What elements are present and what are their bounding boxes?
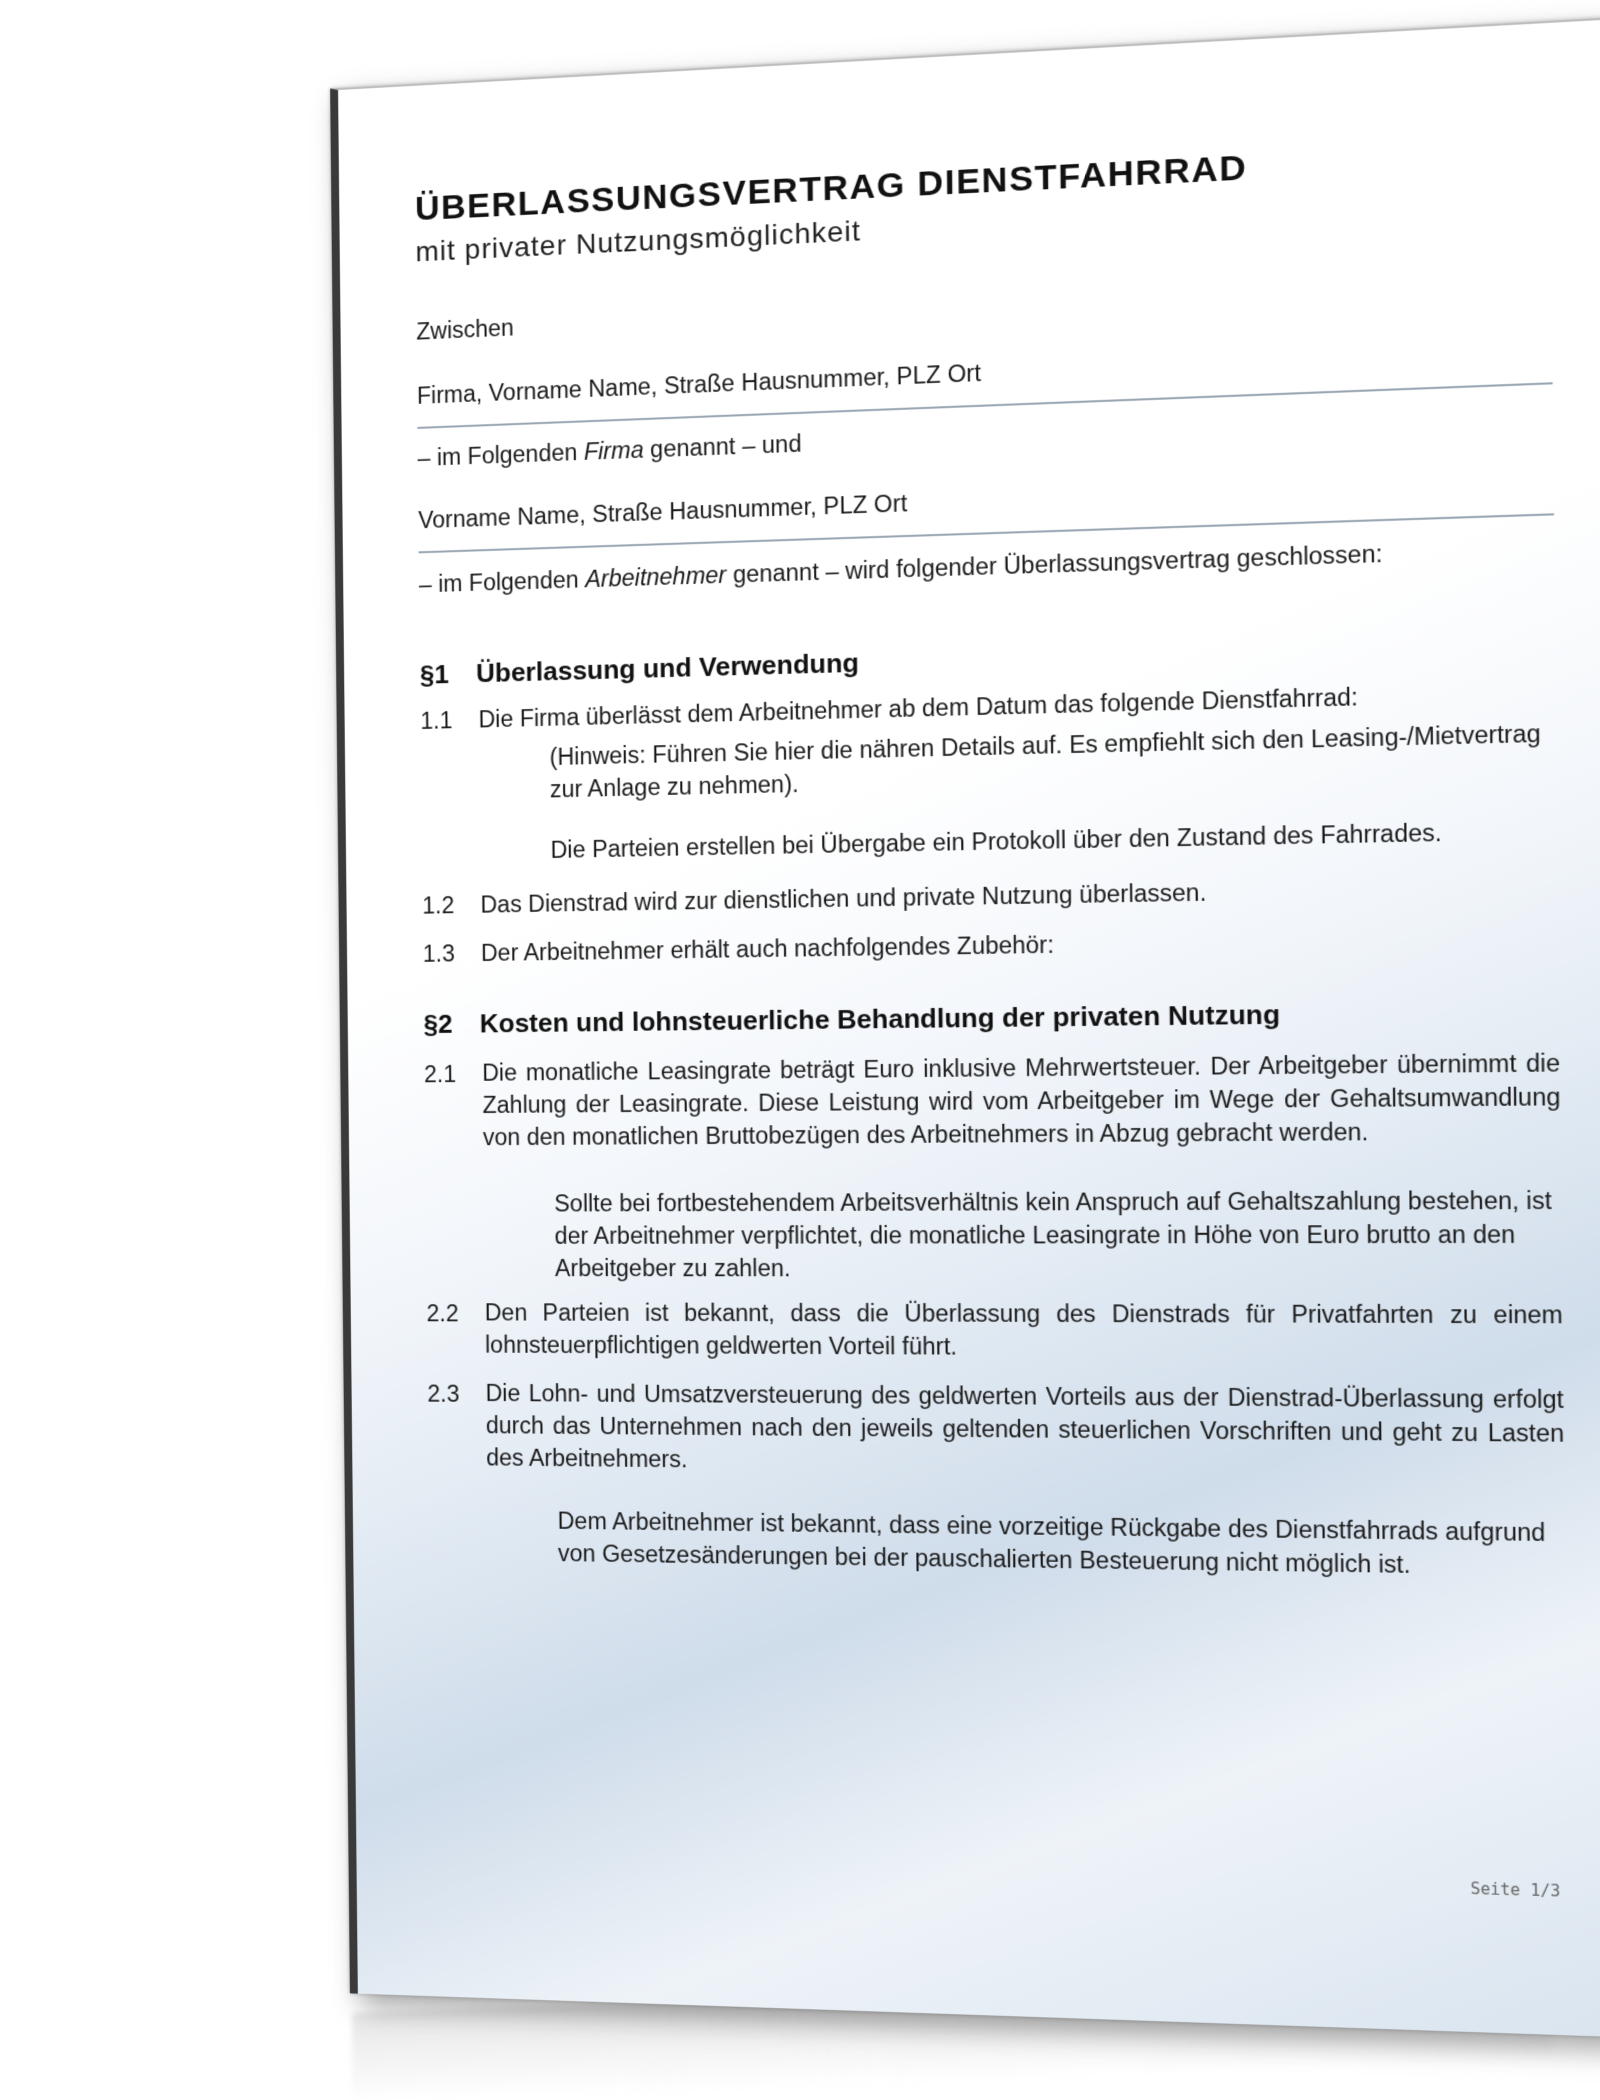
section-1-title: Überlassung und Verwendung — [475, 647, 860, 689]
company-note-suffix: genannt – und — [643, 430, 802, 463]
between-label: Zwischen — [416, 314, 515, 345]
document-page — [330, 18, 1600, 2038]
item-1-3-number: 1.3 — [422, 940, 455, 967]
item-1-3-text: Der Arbeitnehmer erhält auch nachfolgendes Zubehör: — [480, 931, 1055, 967]
item-1-1-number: 1.1 — [420, 707, 453, 734]
page-wrapper — [330, 18, 1600, 2038]
item-2-2-number: 2.2 — [426, 1300, 459, 1327]
item-1-2-number: 1.2 — [422, 891, 455, 919]
item-2-3-text: Die Lohn- und Umsatzversteuerung des geldwerten Vorteils aus der Dienstrad-Überlassung erfolgt durch das Unternehmen nach den jeweils geltenden steuerlichen Vorschriften und geht zu Lasten des Arbeitnehmers. — [485, 1379, 1565, 1473]
section-2-heading — [423, 999, 1280, 1040]
party-employee: Vorname Name, Straße Hausnummer, PLZ Ort — [418, 489, 908, 534]
item-2-1-extra: Sollte bei fortbestehendem Arbeitsverhältnis kein Anspruch auf Gehaltszahlung bestehen, ist der Arbeitnehmer verpflichtet, die monatliche Leasingrate in Höhe von Euro brutto an den Arbeitgeber zu zahlen. — [554, 1186, 1552, 1282]
item-2-1-number: 2.1 — [423, 1060, 457, 1088]
employee-note — [419, 540, 1383, 598]
section-1-heading — [420, 647, 859, 691]
section-2-title: Kosten und lohnsteuerliche Behandlung der privaten Nutzung — [479, 998, 1281, 1039]
document-subtitle: mit privater Nutzungsmöglichkeit — [415, 214, 862, 268]
item-2-3-extra: Dem Arbeitnehmer ist bekannt, dass eine vorzeitige Rückgabe des Dienstfahrrads aufgrund von Gesetzesänderungen bei der pauschalierten Besteuerung nicht möglich ist. — [557, 1507, 1546, 1579]
company-note — [417, 430, 801, 472]
item-1-1-hint: (Hinweis: Führen Sie hier die nähren Details auf. Es empfiehlt sich den Leasing-/Mietvertrag zur Anlage zu nehmen). — [549, 719, 1541, 803]
item-2-1-text: Die monatliche Leasingrate beträgt Euro inklusive Mehrwertsteuer. Der Arbeitgeber übernimmt die Zahlung der Leasingrate. Diese Leistung wird vom Arbeitgeber im Wege der Gehaltsumwandlung von den monatlichen Bruttobezügen des Arbeitnehmers in Abzug gebracht werden. — [482, 1049, 1561, 1151]
item-2-3-number: 2.3 — [427, 1380, 460, 1407]
employee-note-term: Arbeitnehmer — [585, 561, 727, 593]
section-2-number: §2 — [423, 1008, 453, 1040]
company-note-prefix: – im Folgenden — [417, 438, 584, 472]
item-1-1-extra: Die Parteien erstellen bei Übergabe ein Protokoll über den Zustand des Fahrrades. — [550, 818, 1442, 864]
employee-note-suffix: genannt – wird folgender Überlassungsvertrag geschlossen: — [726, 540, 1383, 588]
item-2-2-text: Den Parteien ist bekannt, dass die Überlassung des Dienstrads für Privatfahrten zu einem lohnsteuerpflichtigen geldwerten Vorteil führt. — [484, 1299, 1564, 1360]
page-number: Seite 1/3 — [1470, 1879, 1561, 1901]
section-1-number: §1 — [419, 658, 450, 690]
item-1-1-text: Die Firma überlässt dem Arbeitnehmer ab dem Datum das folgende Dienstfahrrad: — [478, 683, 1359, 733]
party-company: Firma, Vorname Name, Straße Hausnummer, PLZ Ort — [416, 359, 982, 409]
employee-note-prefix: – im Folgenden — [418, 565, 586, 598]
company-note-term: Firma — [583, 436, 644, 465]
item-1-2-text: Das Dienstrad wird zur dienstlichen und private Nutzung überlassen. — [480, 878, 1207, 918]
document-title: ÜBERLASSUNGSVERTRAG DIENSTFAHRRAD — [414, 148, 1248, 229]
